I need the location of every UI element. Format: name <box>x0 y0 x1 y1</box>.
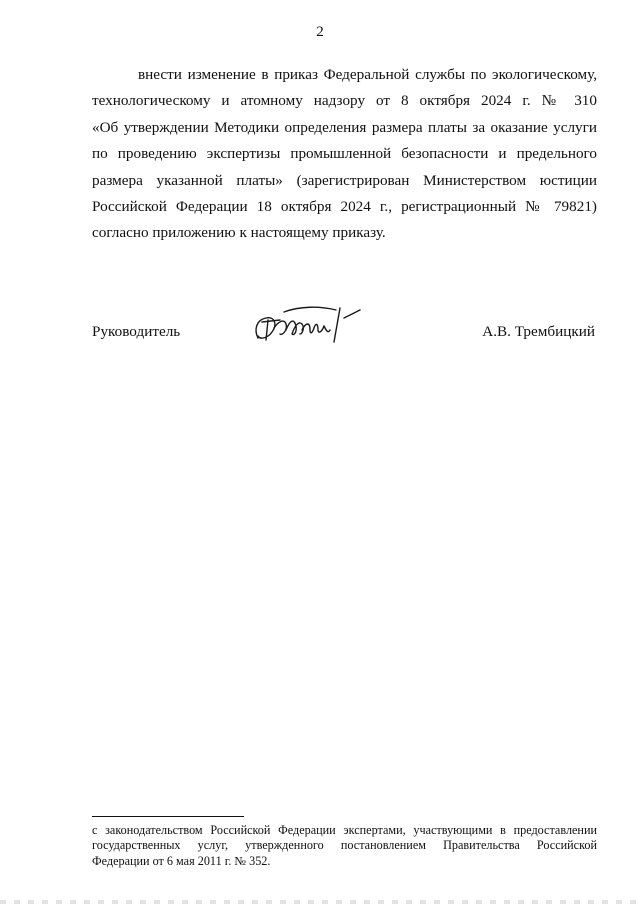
signatory-position: Руководитель <box>92 323 181 340</box>
footnote <box>92 823 597 869</box>
body-line: «Об утверждении Методики определения размера платы за оказание услуги <box>92 118 597 136</box>
footnote-line: Федерации от 6 мая 2011 г. № 352. <box>92 853 271 868</box>
body-line: внести изменение в приказ Федеральной службы по экологическому, <box>138 66 597 83</box>
handwritten-signature <box>250 300 370 350</box>
body-line: согласно приложению к настоящему приказу. <box>92 224 386 242</box>
body-line: по проведению экспертизы промышленной безопасности и предельного <box>92 145 597 163</box>
signatory-name: А.В. Трембицкий <box>482 323 595 340</box>
footnote-divider <box>92 816 244 817</box>
body-paragraph <box>92 62 597 247</box>
footnote-line: с законодательством Российской Федерации экспертами, участвующими в предоставлении <box>92 823 597 837</box>
page-number: 2 <box>316 24 324 40</box>
body-line: Российской Федерации 18 октября 2024 г., регистрационный № 79821) <box>92 197 597 215</box>
body-line: размера указанной платы» (зарегистрирован Министерством юстиции <box>92 171 597 189</box>
scan-edge-artifact <box>0 900 640 904</box>
footnote-line: государственных услуг, утвержденного постановлением Правительства Российской <box>92 838 597 853</box>
body-line: технологическому и атомному надзору от 8 октября 2024 г. № 310 <box>92 92 597 110</box>
